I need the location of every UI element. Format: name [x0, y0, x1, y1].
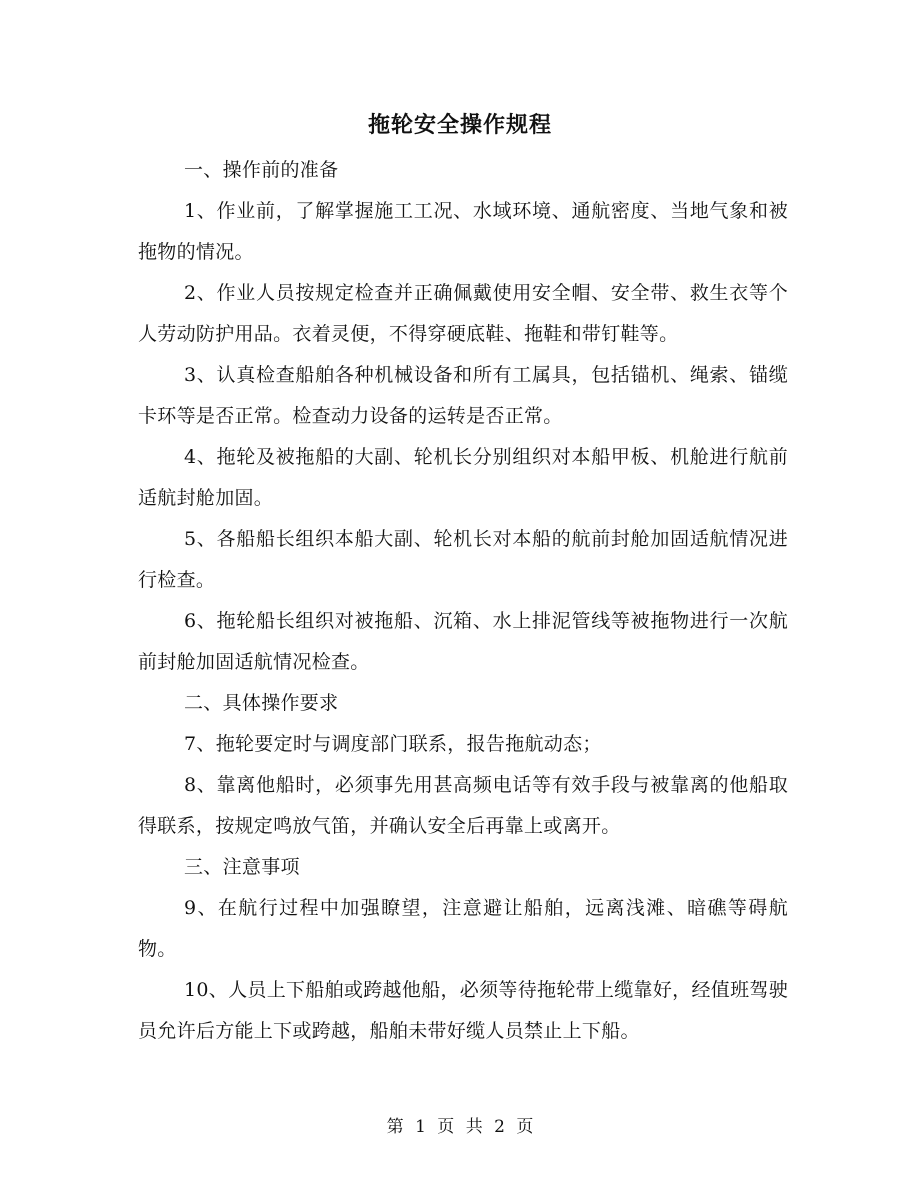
paragraph-item-7: 7、拖轮要定时与调度部门联系，报告拖航动态；: [184, 733, 602, 755]
section-heading-3: 三、注意事项: [184, 856, 300, 878]
document-title: 拖轮安全操作规程: [367, 112, 552, 138]
paragraph-item-3: 3、认真检查船舶各种机械设备和所有工属具，包括锚机、绳索、锚缆卡环等是否正常。检查动力设备的运转是否正常。: [138, 364, 788, 427]
paragraph-item-10: 10、人员上下船舶或跨越他船，必须等待拖轮带上缆靠好，经值班驾驶员允许后方能上下或跨越，船舶未带好缆人员禁止上下船。: [138, 979, 788, 1042]
paragraph-item-8: 8、靠离他船时，必须事先用甚高频电话等有效手段与被靠离的他船取得联系，按规定鸣放气笛，并确认安全后再靠上或离开。: [138, 774, 788, 837]
paragraph-item-4: 4、拖轮及被拖船的大副、轮机长分别组织对本船甲板、机舱进行航前适航封舱加固。: [138, 446, 788, 509]
paragraph-item-6: 6、拖轮船长组织对被拖船、沉箱、水上排泥管线等被拖物进行一次航前封舱加固适航情况检查。: [138, 610, 788, 673]
document-body: [138, 150, 788, 1052]
section-heading-2: 二、具体操作要求: [184, 692, 339, 714]
page-footer: 第 1 页 共 2 页: [386, 1117, 534, 1137]
paragraph-item-1: 1、作业前，了解掌握施工工况、水域环境、通航密度、当地气象和被拖物的情况。: [138, 200, 788, 263]
paragraph-item-2: 2、作业人员按规定检查并正确佩戴使用安全帽、安全带、救生衣等个人劳动防护用品。衣着灵便，不得穿硬底鞋、拖鞋和带钉鞋等。: [138, 282, 788, 345]
paragraph-item-5: 5、各船船长组织本船大副、轮机长对本船的航前封舱加固适航情况进行检查。: [138, 528, 788, 591]
section-heading-1: 一、操作前的准备: [184, 159, 339, 181]
paragraph-item-9: 9、在航行过程中加强瞭望，注意避让船舶，远离浅滩、暗礁等碍航物。: [138, 897, 788, 960]
